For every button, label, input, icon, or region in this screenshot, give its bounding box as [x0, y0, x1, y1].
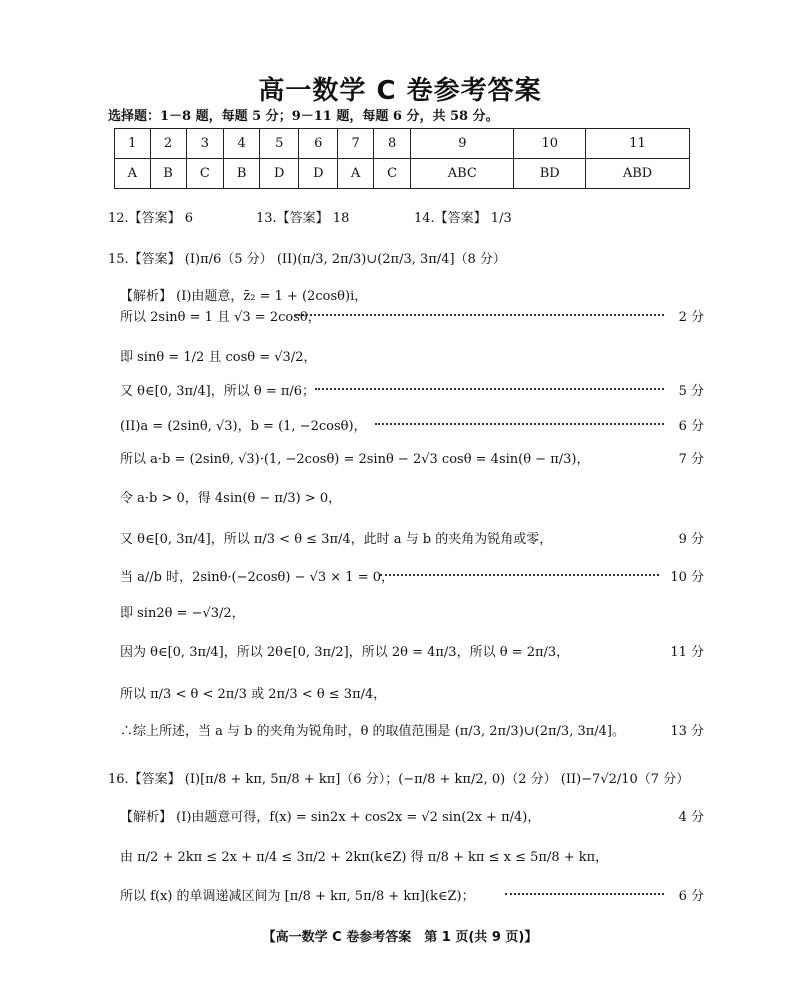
- table-cell: 7: [338, 129, 374, 159]
- q15-answer-line: [108, 248, 704, 267]
- score-label: 11 分: [670, 645, 704, 660]
- solution-line: [120, 641, 704, 660]
- solution-line: [120, 380, 704, 399]
- table-cell: 10: [514, 129, 586, 159]
- line-text: 15.【答案】 (I)π/6（5 分） (II)(π/3, 2π/3)∪(2π/3, 3π/4]（8 分）: [108, 252, 506, 267]
- line-text: 所以 f(x) 的单调递减区间为 [π/8 + kπ, 5π/8 + kπ](k∈Z)；: [120, 889, 475, 904]
- answer-13: 13.【答案】 18: [256, 211, 350, 226]
- table-cell: 3: [186, 129, 223, 159]
- score-label: 9 分: [678, 532, 704, 547]
- solution-line: [120, 528, 704, 547]
- score-label: 6 分: [678, 419, 704, 434]
- solution-line: [120, 346, 704, 365]
- table-cell: C: [373, 159, 410, 189]
- solution-line: [120, 720, 704, 739]
- score-label: 7 分: [678, 452, 704, 467]
- solution-line: [120, 806, 704, 825]
- line-text: 令 a·b > 0，得 4sin(θ − π/3) > 0，: [120, 491, 342, 506]
- page-title: 高一数学 C 卷参考答案: [258, 76, 542, 106]
- solution-line: [120, 487, 704, 506]
- table-cell: 4: [224, 129, 260, 159]
- table-cell: 9: [411, 129, 514, 159]
- table-row-answers: [115, 159, 690, 189]
- line-text: 16.【答案】 (I)[π/8 + kπ, 5π/8 + kπ]（6 分）；(−π/8 + kπ/2, 0)（2 分） (II)−7√2/10（7 分）: [108, 772, 690, 787]
- line-text: 所以 2sinθ = 1 且 √3 = 2cosθ，: [120, 310, 321, 325]
- leader-dots: [375, 423, 664, 425]
- table-cell: C: [186, 159, 223, 189]
- line-text: (II)a = (2sinθ, √3)，b = (1, −2cosθ)，: [120, 419, 367, 434]
- solution-line: [120, 683, 704, 702]
- line-text: 【解析】 (I)由题意可得，f(x) = sin2x + cos2x = √2 sin(2x + π/4)，: [120, 810, 541, 825]
- table-cell: A: [115, 159, 151, 189]
- leader-dots: [505, 893, 664, 895]
- table-cell: 8: [373, 129, 410, 159]
- line-text: ∴综上所述，当 a 与 b 的夹角为锐角时，θ 的取值范围是 (π/3, 2π/3)∪(2π/3, 3π/4]。: [120, 724, 625, 739]
- table-cell: B: [150, 159, 186, 189]
- leader-dots: [315, 388, 664, 390]
- table-row-numbers: [115, 129, 690, 159]
- mc-intro: 选择题：1－8 题，每题 5 分；9－11 题，每题 6 分，共 58 分。: [108, 109, 499, 124]
- table-cell: 1: [115, 129, 151, 159]
- score-label: 4 分: [678, 810, 704, 825]
- table-cell: B: [224, 159, 260, 189]
- line-text: 【解析】 (I)由题意，z̄₂ = 1 + (2cosθ)i，: [120, 289, 368, 304]
- line-text: 又 θ∈[0, 3π/4]，所以 π/3 < θ ≤ 3π/4，此时 a 与 b 的夹角为锐角或零，: [120, 532, 553, 547]
- table-cell: 2: [150, 129, 186, 159]
- solution-line: [120, 846, 704, 865]
- score-label: 2 分: [678, 310, 704, 325]
- line-text: 所以 a·b = (2sinθ, √3)·(1, −2cosθ) = 2sinθ − 2√3 cosθ = 4sin(θ − π/3)，: [120, 452, 590, 467]
- solution-line: [120, 602, 704, 621]
- answer-table: [114, 128, 690, 189]
- solution-line: [120, 415, 704, 434]
- table-cell: 11: [586, 129, 690, 159]
- table-cell: ABD: [586, 159, 690, 189]
- line-text: 当 a//b 时，2sinθ·(−2cosθ) − √3 × 1 = 0，: [120, 570, 395, 585]
- table-cell: A: [338, 159, 374, 189]
- answer-line: [108, 207, 704, 226]
- answer-14: 14.【答案】 1/3: [414, 211, 512, 226]
- line-text: 即 sin2θ = −√3/2，: [120, 606, 245, 621]
- table-cell: 5: [260, 129, 299, 159]
- solution-line: [120, 448, 704, 467]
- table-cell: D: [260, 159, 299, 189]
- solution-line: [120, 306, 704, 325]
- score-label: 13 分: [670, 724, 704, 739]
- line-text: 所以 π/3 < θ < 2π/3 或 2π/3 < θ ≤ 3π/4，: [120, 687, 387, 702]
- page-footer: 【高一数学 C 卷参考答案 第 1 页(共 9 页)】: [262, 930, 538, 945]
- score-label: 10 分: [670, 570, 704, 585]
- q16-answer-line: [108, 768, 704, 787]
- solution-line: [120, 285, 704, 304]
- table-cell: BD: [514, 159, 586, 189]
- solution-line: [120, 885, 704, 904]
- answer-12: 12.【答案】 6: [108, 211, 194, 226]
- leader-dots: [295, 314, 664, 316]
- leader-dots: [380, 574, 659, 576]
- table-cell: ABC: [411, 159, 514, 189]
- score-label: 5 分: [678, 384, 704, 399]
- line-text: 因为 θ∈[0, 3π/4]，所以 2θ∈[0, 3π/2]，所以 2θ = 4π/3，所以 θ = 2π/3，: [120, 645, 570, 660]
- line-text: 即 sinθ = 1/2 且 cosθ = √3/2，: [120, 350, 317, 365]
- line-text: 由 π/2 + 2kπ ≤ 2x + π/4 ≤ 3π/2 + 2kπ(k∈Z) 得 π/8 + kπ ≤ x ≤ 5π/8 + kπ，: [120, 850, 609, 865]
- solution-line: [120, 566, 704, 585]
- table-cell: 6: [299, 129, 338, 159]
- score-label: 6 分: [678, 889, 704, 904]
- line-text: 又 θ∈[0, 3π/4]，所以 θ = π/6；: [120, 384, 316, 399]
- table-cell: D: [299, 159, 338, 189]
